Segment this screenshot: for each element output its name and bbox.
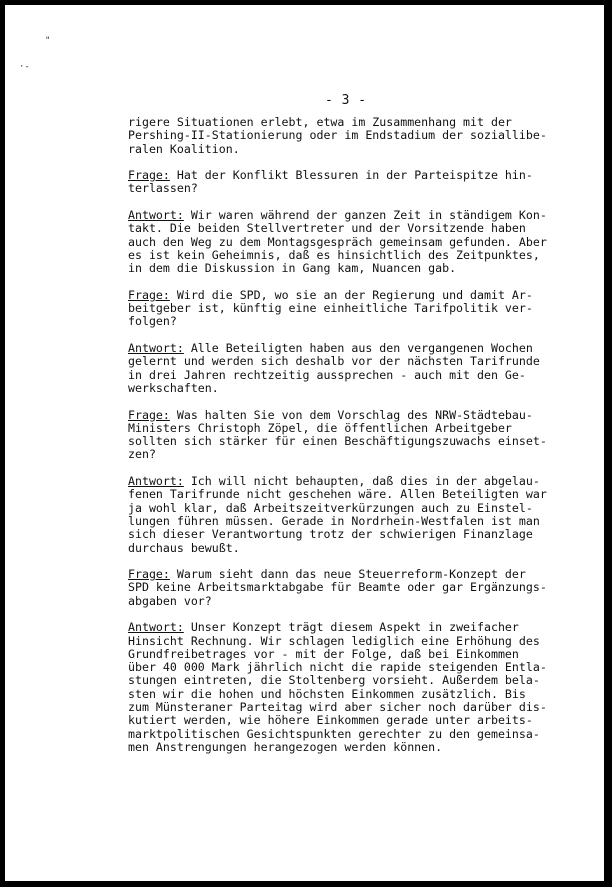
line-text: Ich will nicht behaupten, daß dies in der abgelau- bbox=[183, 474, 540, 489]
speaker-label: Antwort: bbox=[128, 341, 184, 356]
text-line bbox=[128, 249, 568, 262]
line-text: in drei Jahren rechtzeitig aussprechen - auch mit den Ge- bbox=[128, 367, 526, 382]
paragraph bbox=[128, 621, 568, 754]
paragraph bbox=[128, 475, 568, 555]
text-line bbox=[128, 542, 568, 555]
scan-mark: " bbox=[45, 36, 51, 46]
line-text: ralen Koalition. bbox=[128, 141, 240, 156]
text-line bbox=[128, 169, 568, 182]
text-line bbox=[128, 369, 568, 382]
line-text: in dem die Diskussion in Gang kam, Nuancen gab. bbox=[128, 261, 457, 276]
line-text: es ist kein Geheimnis, daß es hinsichtlich des Zeitpunktes, bbox=[128, 247, 540, 262]
text-line bbox=[128, 621, 568, 634]
text-line bbox=[128, 355, 568, 368]
line-text: beitgeber ist, künftig eine einheitliche Tarifpolitik ver- bbox=[128, 301, 533, 316]
text-line bbox=[128, 488, 568, 501]
line-text: werkschaften. bbox=[128, 380, 219, 395]
speaker-label: Frage: bbox=[128, 287, 170, 302]
line-text: Ministers Christoph Zöpel, die öffentlichen Arbeitgeber bbox=[128, 420, 512, 435]
paragraph bbox=[128, 116, 568, 156]
text-line bbox=[128, 728, 568, 741]
line-text: Was halten Sie von dem Vorschlag des NRW-Städtebau- bbox=[169, 407, 533, 422]
text-line bbox=[128, 688, 568, 701]
line-text: Pershing-II-Stationierung oder im Endstadium der soziallibe- bbox=[128, 128, 547, 143]
line-text: Wird die SPD, wo sie an der Regierung und damit Ar- bbox=[169, 287, 533, 302]
line-text: kutiert werden, wie höhere Einkommen gerade unter arbeits- bbox=[128, 713, 533, 728]
text-line bbox=[128, 222, 568, 235]
text-line bbox=[128, 143, 568, 156]
line-text: lungen führen müssen. Gerade in Nordrhein-Westfalen ist man bbox=[128, 513, 540, 528]
text-line bbox=[128, 448, 568, 461]
line-text: men Anstrengungen herangezogen werden können. bbox=[128, 739, 443, 754]
text-line bbox=[128, 515, 568, 528]
text-line bbox=[128, 422, 568, 435]
paragraph bbox=[128, 289, 568, 329]
text-line bbox=[128, 502, 568, 515]
line-text: takt. Die beiden Stellvertreter und der Vorsitzende haben bbox=[128, 221, 526, 236]
text-line bbox=[128, 116, 568, 129]
line-text: über 40 000 Mark jährlich nicht die rapide steigenden Entla- bbox=[128, 660, 547, 675]
speaker-label: Frage: bbox=[128, 168, 170, 183]
line-text: sollten sich stärker für einen Beschäftigungszuwachs einset- bbox=[128, 434, 547, 449]
text-line bbox=[128, 342, 568, 355]
line-text: Alle Beteiligten haben aus den vergangenen Wochen bbox=[183, 341, 533, 356]
line-text: sich dieser Verantwortung trotz der schwierigen Finanzlage bbox=[128, 527, 533, 542]
text-line bbox=[128, 635, 568, 648]
line-text: folgen? bbox=[128, 314, 177, 329]
line-text: Unser Konzept trägt diesem Aspekt in zweifacher bbox=[183, 620, 519, 635]
line-text: ja wohl klar, daß Arbeitszeitverkürzungen auch zu Einstel- bbox=[128, 500, 533, 515]
text-line bbox=[128, 661, 568, 674]
paragraph bbox=[128, 409, 568, 462]
speaker-label: Antwort: bbox=[128, 208, 184, 223]
text-line bbox=[128, 409, 568, 422]
text-line bbox=[128, 595, 568, 608]
text-line bbox=[128, 209, 568, 222]
line-text: marktpolitischen Gesichtspunkten gerechter zu den gemeinsa- bbox=[128, 726, 540, 741]
line-text: durchaus bewußt. bbox=[128, 540, 240, 555]
paragraph bbox=[128, 209, 568, 275]
text-line bbox=[128, 289, 568, 302]
speaker-label: Frage: bbox=[128, 407, 170, 422]
line-text: Warum sieht dann das neue Steuerreform-Konzept der bbox=[169, 567, 526, 582]
paragraph bbox=[128, 568, 568, 608]
text-line bbox=[128, 674, 568, 687]
text-line bbox=[128, 568, 568, 581]
text-line bbox=[128, 475, 568, 488]
line-text: zum Münsteraner Parteitag wird aber sicher noch darüber dis- bbox=[128, 700, 547, 715]
scan-mark: ·- bbox=[19, 62, 30, 72]
text-line bbox=[128, 714, 568, 727]
document-body bbox=[128, 116, 568, 768]
text-line bbox=[128, 528, 568, 541]
speaker-label: Antwort: bbox=[128, 474, 184, 489]
line-text: auch den Weg zu dem Montagsgespräch gemeinsam gefunden. Aber bbox=[128, 234, 547, 249]
speaker-label: Antwort: bbox=[128, 620, 184, 635]
text-line bbox=[128, 382, 568, 395]
paragraph bbox=[128, 169, 568, 196]
line-text: terlassen? bbox=[128, 181, 198, 196]
text-line bbox=[128, 182, 568, 195]
text-line bbox=[128, 741, 568, 754]
text-line bbox=[128, 648, 568, 661]
line-text: sten wir die hohen und höchsten Einkommen zusätzlich. Bis bbox=[128, 686, 526, 701]
line-text: rigere Situationen erlebt, etwa im Zusammenhang mit der bbox=[128, 115, 512, 129]
text-line bbox=[128, 435, 568, 448]
line-text: stungen eintreten, die Stoltenberg vorsieht. Außerdem bela- bbox=[128, 673, 540, 688]
text-line bbox=[128, 262, 568, 275]
line-text: SPD keine Arbeitsmarktabgabe für Beamte oder gar Ergänzungs- bbox=[128, 580, 547, 595]
paragraph bbox=[128, 342, 568, 395]
line-text: Wir waren während der ganzen Zeit in ständigem Kon- bbox=[183, 208, 547, 223]
line-text: abgaben vor? bbox=[128, 593, 212, 608]
speaker-label: Frage: bbox=[128, 567, 170, 582]
line-text: Hinsicht Rechnung. Wir schlagen lediglich eine Erhöhung des bbox=[128, 633, 540, 648]
text-line bbox=[128, 236, 568, 249]
line-text: Hat der Konflikt Blessuren in der Parteispitze hin- bbox=[169, 168, 533, 183]
line-text: Grundfreibetrages vor - mit der Folge, daß bei Einkommen bbox=[128, 646, 519, 661]
line-text: fenen Tarifrunde nicht geschehen wäre. Allen Beteiligten war bbox=[128, 487, 547, 502]
line-text: gelernt und werden sich deshalb vor der nächsten Tarifrunde bbox=[128, 354, 540, 369]
text-line bbox=[128, 129, 568, 142]
page-number: - 3 - bbox=[325, 93, 367, 108]
text-line bbox=[128, 315, 568, 328]
line-text: zen? bbox=[128, 447, 156, 462]
document-page bbox=[5, 5, 604, 881]
text-line bbox=[128, 581, 568, 594]
text-line bbox=[128, 302, 568, 315]
text-line bbox=[128, 701, 568, 714]
